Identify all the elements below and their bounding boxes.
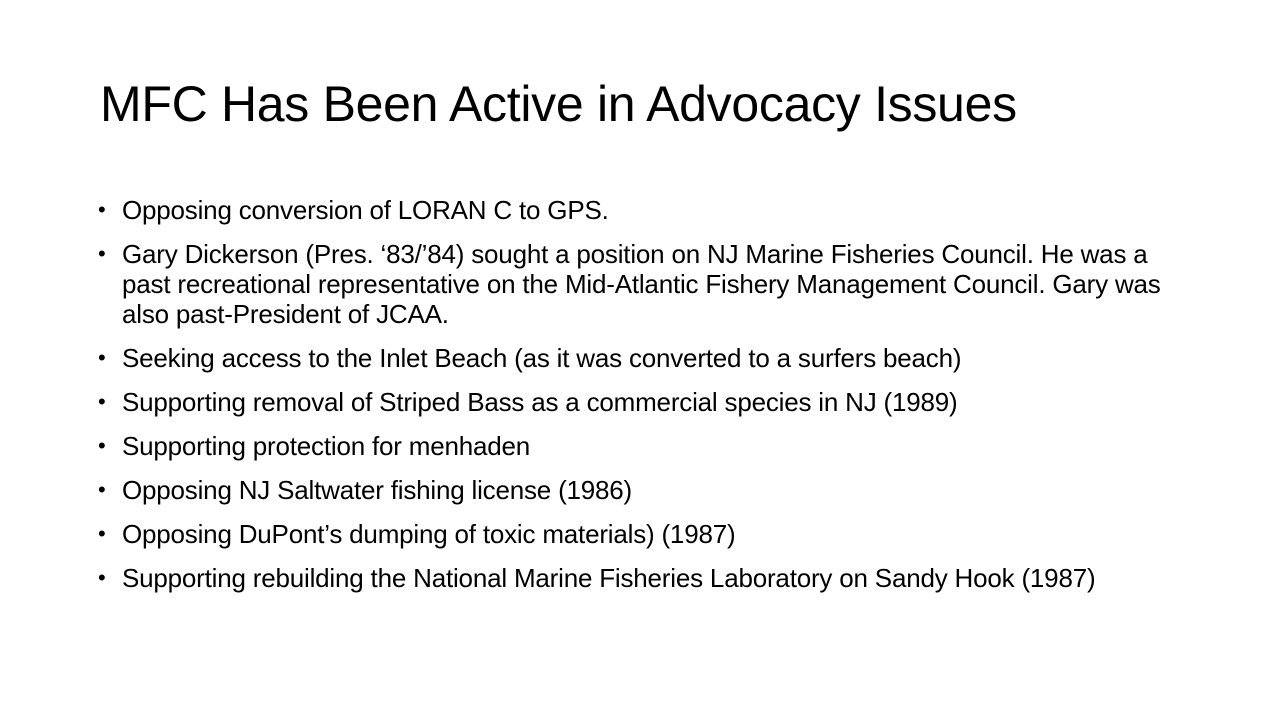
list-item (98, 343, 1188, 373)
list-item (98, 519, 1188, 549)
slide-title: MFC Has Been Active in Advocacy Issues (100, 76, 1017, 132)
bullet-icon: • (98, 565, 106, 590)
bullet-icon: • (98, 477, 106, 502)
bullet-text: Supporting rebuilding the National Marine Fisheries Laboratory on Sandy Hook (1987) (122, 563, 1096, 593)
list-item (98, 563, 1188, 593)
bullet-icon: • (98, 197, 106, 222)
bullet-text: Supporting protection for menhaden (122, 431, 531, 461)
bullet-text: Gary Dickerson (Pres. ‘83/’84) sought a position on NJ Marine Fisheries Council. He was a past recreational representative on the Mid-Atlantic Fishery Management Council. Gary was also past-President of JCAA. (122, 239, 1161, 329)
list-item (98, 431, 1188, 461)
list-item (98, 195, 1188, 225)
list-item (98, 475, 1188, 505)
bullet-text: Opposing DuPont’s dumping of toxic materials) (1987) (122, 519, 736, 549)
bullet-icon: • (98, 521, 106, 546)
bullet-list (98, 195, 1188, 607)
bullet-icon: • (98, 389, 106, 414)
bullet-icon: • (98, 345, 106, 370)
bullet-text: Opposing conversion of LORAN C to GPS. (122, 195, 609, 225)
bullet-icon: • (98, 241, 106, 266)
bullet-text: Seeking access to the Inlet Beach (as it was converted to a surfers beach) (122, 343, 962, 373)
list-item (98, 387, 1188, 417)
bullet-text: Opposing NJ Saltwater fishing license (1986) (122, 475, 633, 505)
list-item (98, 239, 1188, 329)
bullet-text: Supporting removal of Striped Bass as a commercial species in NJ (1989) (122, 387, 958, 417)
bullet-icon: • (98, 433, 106, 458)
